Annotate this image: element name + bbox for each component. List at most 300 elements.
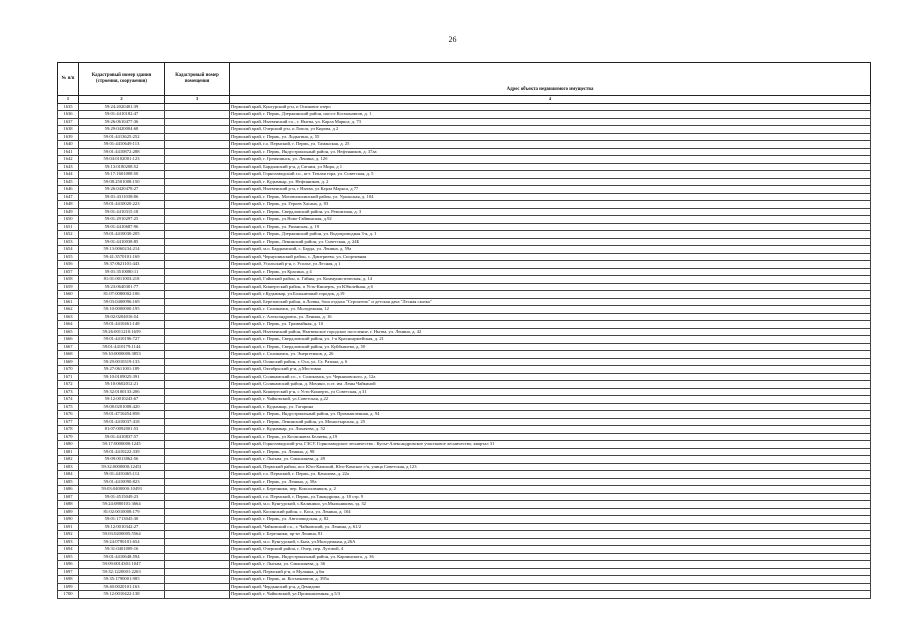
cadastral-number: 59:12:0010342:27	[79, 523, 165, 531]
row-number: 1678	[58, 426, 79, 434]
table-row	[58, 418, 871, 426]
address-cell: Пермский край, Соликамский г.о., г. Соликамск, ул. Черняховского, д. 12а	[230, 373, 871, 381]
cadastral-number: 59:24:0880101:3664	[79, 501, 165, 509]
room-cadastral-number	[165, 403, 230, 411]
row-number: 1696	[58, 561, 79, 569]
address-cell: Пермский край, Очерский р-н, п Лопоп, ул Кирова, д 2	[230, 126, 871, 134]
cadastral-number: 59:01:4410090:823	[79, 478, 165, 486]
address-cell: Пермский край, Березовский район, п.Лопвы, база отдыха "Строитель" и детская дача "Лесная сказка"	[230, 298, 871, 306]
address-cell: Пермский край, Бардымский р-н, д Сатаим, ул Мира, д 1	[230, 163, 871, 171]
row-number: 1648	[58, 201, 79, 209]
address-cell: Пермский край, г. Пермь, Ленинский район, ул. Советская, д. 24Б	[230, 238, 871, 246]
table-row	[58, 508, 871, 516]
cadastral-number: 59:10:0602012:21	[79, 381, 165, 389]
cadastral-number: 59:01:4410461:148	[79, 321, 165, 329]
room-cadastral-number	[165, 111, 230, 119]
address-cell: Пермский край, г. Пермь, ул. Рязанская, д. 19	[230, 223, 871, 231]
row-number: 1692	[58, 531, 79, 539]
address-cell: Пермский край, Осинский район, г. Оса, ул. Ст. Разина, д. 6	[230, 358, 871, 366]
address-cell: Пермский край, г. Пермь, Свердловский район, ул. Ремонтная, д. 3	[230, 208, 871, 216]
room-cadastral-number	[165, 426, 230, 434]
table-row	[58, 576, 871, 584]
header-address: Адрес объекта недвижимого имущества	[230, 63, 871, 96]
room-cadastral-number	[165, 133, 230, 141]
address-cell: Пермский край, г.о. Пермский, г. Пермь, ул. Качалова, д. 22а	[230, 471, 871, 479]
address-cell: Пермский край, г. Пермь, Дзержинский район, шоссе Космонавтов, д. 1	[230, 111, 871, 119]
row-number: 1637	[58, 118, 79, 126]
address-cell: Пермский край, Очерский район, г. Очер, пер. Луговой, 4	[230, 546, 871, 554]
room-cadastral-number	[165, 546, 230, 554]
cadastral-number: 81:07:0080002:106	[79, 291, 165, 299]
room-cadastral-number	[165, 523, 230, 531]
row-number: 1669	[58, 358, 79, 366]
table-row	[58, 343, 871, 351]
table-row	[58, 201, 871, 209]
room-cadastral-number	[165, 351, 230, 359]
table-row	[58, 163, 871, 171]
address-cell: Пермский край, Нытвенский г.о., г. Нытва, ул. Карла Маркса, д. 73	[230, 118, 871, 126]
table-row	[58, 411, 871, 419]
address-cell: Пермский край, г. Пермь, Дзержинский район, ул. Водопроводная 3-я, д. 1	[230, 231, 871, 239]
address-cell: Пермский край, г. Кудымкар, ул. Лихачева, д. 52	[230, 426, 871, 434]
room-cadastral-number	[165, 591, 230, 599]
row-number: 1658	[58, 276, 79, 284]
row-number: 1655	[58, 253, 79, 261]
room-cadastral-number	[165, 163, 230, 171]
room-cadastral-number	[165, 313, 230, 321]
cadastral-number: 59:01:2910297:25	[79, 216, 165, 224]
row-number: 1694	[58, 546, 79, 554]
room-cadastral-number	[165, 186, 230, 194]
row-number: 1650	[58, 216, 79, 224]
room-cadastral-number	[165, 418, 230, 426]
address-cell: Пермский край, м.о. Кунгурский, с.Бым, ул.Молодежная, д.26А	[230, 538, 871, 546]
cadastral-number: 59:40:0020101:163	[79, 583, 165, 591]
row-number: 1668	[58, 351, 79, 359]
cadastral-number: 59:02:0204016:54	[79, 313, 165, 321]
address-cell: Пермский край, г. Пермь, ул. Автозаводская, д. 82	[230, 516, 871, 524]
room-cadastral-number	[165, 223, 230, 231]
table-row	[58, 328, 871, 336]
table-row	[58, 118, 871, 126]
address-cell: Пермский край, г.о. Пермский, г. Пермь, ул. Таманская, д. 25	[230, 141, 871, 149]
address-cell: Пермский край, Кунгурский р-н, п Осиновое озеро	[230, 103, 871, 111]
table-row	[58, 396, 871, 404]
table-row	[58, 501, 871, 509]
cadastral-number: 59:27:0611001:189	[79, 366, 165, 374]
address-cell: Пермский край, г. Гремячинск, ул. Ленина, д. 12б	[230, 156, 871, 164]
room-cadastral-number	[165, 388, 230, 396]
table-row	[58, 568, 871, 576]
cadastral-number: 59:32:1220001:2263	[79, 568, 165, 576]
room-cadastral-number	[165, 486, 230, 494]
table-row	[58, 238, 871, 246]
table-row	[58, 291, 871, 299]
table-row	[58, 456, 871, 464]
address-cell: Пермский край, г. Пермь, ул. Ленина, д. 98	[230, 448, 871, 456]
row-number: 1667	[58, 343, 79, 351]
column-number-row	[58, 96, 871, 104]
address-cell: Пермский край, г. Пермь, Ленинский район, ул. Монастырская, д. 25	[230, 418, 871, 426]
address-cell: Пермский край, г. Пермь, ул Красина, д 4	[230, 268, 871, 276]
table-row	[58, 486, 871, 494]
row-number: 1635	[58, 103, 79, 111]
room-cadastral-number	[165, 508, 230, 516]
room-cadastral-number	[165, 126, 230, 134]
table-row	[58, 591, 871, 599]
table-row	[58, 298, 871, 306]
row-number: 1660	[58, 291, 79, 299]
row-number: 1672	[58, 381, 79, 389]
row-number: 1643	[58, 163, 79, 171]
cadastral-number: 59:17:0000000:1245	[79, 441, 165, 449]
cadastral-number: 59:35:1790001:985	[79, 576, 165, 584]
address-cell: Пермский край, Кишертский р-н, с Усть-Кишерть, ул Советская, д 31	[230, 388, 871, 396]
cadastral-number: 59:01:4413625:252	[79, 133, 165, 141]
table-row	[58, 283, 871, 291]
cadastral-number: 59:01:4311038:86	[79, 193, 165, 201]
cadastral-number: 81:02:0010008:179	[79, 508, 165, 516]
cadastral-number: 59:01:4410196:727	[79, 336, 165, 344]
room-cadastral-number	[165, 291, 230, 299]
room-cadastral-number	[165, 216, 230, 224]
page-number: 26	[448, 35, 457, 44]
row-number: 1666	[58, 336, 79, 344]
table-row	[58, 111, 871, 119]
address-cell: Пермский край, г. Пермь, ул. Ленина, д. 58а	[230, 478, 871, 486]
address-cell: Пермский край, г. Чайковский, ул.Промышленная, д.5/3	[230, 591, 871, 599]
cadastral-number: 59:04:0102001:123	[79, 156, 165, 164]
row-number: 1645	[58, 178, 79, 186]
cadastral-number: 59:32:0100133:206	[79, 388, 165, 396]
row-number: 1671	[58, 373, 79, 381]
row-number: 1661	[58, 298, 79, 306]
address-cell: Пермский край, Пермский р-н, п Мулянка, д 6м	[230, 568, 871, 576]
table-row	[58, 246, 871, 254]
address-cell: Пермский край, г. Александровск, ул. Ленина, д. 16	[230, 313, 871, 321]
table-row	[58, 523, 871, 531]
table-row	[58, 306, 871, 314]
room-cadastral-number	[165, 253, 230, 261]
room-cadastral-number	[165, 238, 230, 246]
table-row	[58, 261, 871, 269]
row-number: 1654	[58, 246, 79, 254]
header-num: № п/п	[58, 63, 79, 96]
room-cadastral-number	[165, 553, 230, 561]
room-cadastral-number	[165, 141, 230, 149]
row-number: 1663	[58, 313, 79, 321]
row-number: 1642	[58, 156, 79, 164]
cadastral-number: 59:31:0401009:16	[79, 546, 165, 554]
cadastral-number: 59:01:4515049:23	[79, 493, 165, 501]
row-number: 1682	[58, 456, 79, 464]
cadastral-number: 59:26:0420478:27	[79, 186, 165, 194]
row-number: 1684	[58, 471, 79, 479]
cadastral-number: 59:01:4410837:57	[79, 433, 165, 441]
row-number: 1647	[58, 193, 79, 201]
address-cell: Пермский край, г. Пермь, ул Космонавта Беляева, д.19	[230, 433, 871, 441]
cadastral-number: 59:10:0000000:195	[79, 306, 165, 314]
cadastral-number: 59:01:4410649:113	[79, 141, 165, 149]
cadastral-number: 59:01:4410020:223	[79, 201, 165, 209]
cadastral-number: 81:07:0092001:53	[79, 426, 165, 434]
row-number: 1679	[58, 433, 79, 441]
address-cell: Пермский край, г. Пермь, ул.Ново-Гайвинская, д.92	[230, 216, 871, 224]
address-cell: Пермский край, Усольский р-н, г. Усолье, ул Лесная, д 1	[230, 261, 871, 269]
address-cell: Пермский край, г. Соликамск, ул. Молодежная, 12	[230, 306, 871, 314]
table-row	[58, 478, 871, 486]
row-number: 1673	[58, 388, 79, 396]
table-row	[58, 388, 871, 396]
row-number: 1697	[58, 568, 79, 576]
row-number: 1675	[58, 403, 79, 411]
table-row	[58, 403, 871, 411]
address-cell: Пермский край, г. Пермь, ш. Космонавтов, д. 395а	[230, 576, 871, 584]
room-cadastral-number	[165, 276, 230, 284]
address-cell: Пермский край, г. Пермь, ул. Героев Хасана, д. 83	[230, 201, 871, 209]
room-cadastral-number	[165, 283, 230, 291]
row-number: 1646	[58, 186, 79, 194]
room-cadastral-number	[165, 178, 230, 186]
cadastral-number: 59:01:4410038:85	[79, 238, 165, 246]
table-row	[58, 178, 871, 186]
cadastral-number: 59:23:0640301:77	[79, 283, 165, 291]
address-cell: Пермский край, г. Пермь, ул. Трамвайная, д. 10	[230, 321, 871, 329]
room-cadastral-number	[165, 463, 230, 471]
row-number: 1681	[58, 448, 79, 456]
room-cadastral-number	[165, 396, 230, 404]
cadastral-number: 59:01:4410465:112	[79, 471, 165, 479]
property-table	[57, 62, 871, 599]
table-row	[58, 441, 871, 449]
room-cadastral-number	[165, 193, 230, 201]
table-row	[58, 193, 871, 201]
row-number: 1656	[58, 261, 79, 269]
row-number: 1636	[58, 111, 79, 119]
room-cadastral-number	[165, 516, 230, 524]
address-cell: Пермский край, г. Пермь, Индустриальный район, ул. Нефтяников, д. 37аа	[230, 148, 871, 156]
cadastral-number: 59:29:0420004:68	[79, 126, 165, 134]
room-cadastral-number	[165, 268, 230, 276]
address-cell: Пермский край, г. Соликамск, ул. Энергетиков, д. 26	[230, 351, 871, 359]
cadastral-number: 59:01:4410687:96	[79, 223, 165, 231]
cadastral-number: 59:01:4410872:288	[79, 148, 165, 156]
cadastral-number: 59:12:0010243:67	[79, 396, 165, 404]
room-cadastral-number	[165, 156, 230, 164]
header-cad-building: Кадастровый номер здания (строения, сооружения)	[79, 63, 165, 96]
room-cadastral-number	[165, 366, 230, 374]
cadastral-number: 59:37:0621101:443	[79, 261, 165, 269]
row-number: 1676	[58, 411, 79, 419]
table-body	[58, 103, 871, 598]
row-number: 1686	[58, 486, 79, 494]
table-row	[58, 538, 871, 546]
cadastral-number: 59:24:2020401:39	[79, 103, 165, 111]
row-number: 1685	[58, 478, 79, 486]
row-number: 1659	[58, 283, 79, 291]
cadastral-number: 59:01:4710454:858	[79, 411, 165, 419]
row-number: 1699	[58, 583, 79, 591]
table-row	[58, 336, 871, 344]
table-row	[58, 448, 871, 456]
address-cell: Пермский край, г. Кудымкар, ул. Нефтяников, д. 2	[230, 178, 871, 186]
cadastral-number: 59:08:0201008:420	[79, 403, 165, 411]
cadastral-number: 59:01:4410179:1144	[79, 343, 165, 351]
table-row	[58, 208, 871, 216]
table-row	[58, 553, 871, 561]
address-cell: Пермский край, г. Пермь, Индустриальный район, ул. Карпинского, д. 36	[230, 553, 871, 561]
room-cadastral-number	[165, 343, 230, 351]
table-row	[58, 148, 871, 156]
cadastral-number: 59:41:3570101:169	[79, 253, 165, 261]
row-number: 1695	[58, 553, 79, 561]
room-cadastral-number	[165, 456, 230, 464]
row-number: 1665	[58, 328, 79, 336]
room-cadastral-number	[165, 531, 230, 539]
room-cadastral-number	[165, 373, 230, 381]
cadastral-number: 59:32:0000000:12451	[79, 463, 165, 471]
row-number: 1687	[58, 493, 79, 501]
table-row	[58, 433, 871, 441]
address-cell: Пермский край, г.о. Пермский, г. Пермь, ул.Танкодрома, д. 18 стр. 9	[230, 493, 871, 501]
table-row	[58, 463, 871, 471]
address-cell: Пермский край, Чердынский р-н, д Демидово	[230, 583, 871, 591]
row-number: 1649	[58, 208, 79, 216]
address-cell: Пермский край, Пермский район, пос Юго-Камский, Юго-Камское г/п, улица Советская, д 123	[230, 463, 871, 471]
cadastral-number: 59:03:0400096:169	[79, 298, 165, 306]
table-row	[58, 531, 871, 539]
address-cell: Пермский край, г. Пермь, Мотовилихинский район, ул. Уральская, д. 104	[230, 193, 871, 201]
table-row	[58, 366, 871, 374]
room-cadastral-number	[165, 358, 230, 366]
table-row	[58, 546, 871, 554]
address-cell: Пермский край, г. Пермь, Свердловский район, ул. Куйбышева, д. 50	[230, 343, 871, 351]
table-row	[58, 516, 871, 524]
room-cadastral-number	[165, 471, 230, 479]
room-cadastral-number	[165, 561, 230, 569]
cadastral-number: 59:13:0060234:214	[79, 246, 165, 254]
address-cell: Пермский край, г.Кудымкар, ул.Больничный городок, д.19	[230, 291, 871, 299]
row-number: 1653	[58, 238, 79, 246]
room-cadastral-number	[165, 411, 230, 419]
row-number: 1644	[58, 171, 79, 179]
cadastral-number: 59:09:0014301:1047	[79, 561, 165, 569]
row-number: 1639	[58, 133, 79, 141]
address-cell: Пермский край, г. Лысьва, ул. Смышляева, д. 49	[230, 456, 871, 464]
cadastral-number: 81:01:0011003:218	[79, 276, 165, 284]
row-number: 1700	[58, 591, 79, 599]
address-cell: Пермский край, г. Березники, пр-кт Ленина, 81	[230, 531, 871, 539]
row-number: 1677	[58, 418, 79, 426]
room-cadastral-number	[165, 493, 230, 501]
cadastral-number: 59:03:0400000:10493	[79, 486, 165, 494]
row-number: 1640	[58, 141, 79, 149]
row-number: 1689	[58, 508, 79, 516]
address-cell: Пермский край, г. Кудымкар, ул. Гагарина	[230, 403, 871, 411]
room-cadastral-number	[165, 148, 230, 156]
address-cell: Пермский край, г. Пермь, ул. Лодыгина, д. 55	[230, 133, 871, 141]
cadastral-number: 59:29:0010319:133	[79, 358, 165, 366]
room-cadastral-number	[165, 336, 230, 344]
cadastral-number: 59:09:0013862:56	[79, 456, 165, 464]
table-row	[58, 141, 871, 149]
column-number: 2	[79, 96, 165, 104]
table-row	[58, 471, 871, 479]
address-cell: Пермский край, Октябрьский р-н, д.Мостовая	[230, 366, 871, 374]
table-row	[58, 253, 871, 261]
cadastral-number: 59:08:2501008:150	[79, 178, 165, 186]
room-cadastral-number	[165, 381, 230, 389]
address-cell: Пермский край, Гайнский район, п. Гайны, ул. Коммунистическая, д. 14	[230, 276, 871, 284]
row-number: 1657	[58, 268, 79, 276]
table-row	[58, 426, 871, 434]
table-row	[58, 313, 871, 321]
cadastral-number: 59:10:0109025:391	[79, 373, 165, 381]
room-cadastral-number	[165, 478, 230, 486]
room-cadastral-number	[165, 328, 230, 336]
table-row	[58, 126, 871, 134]
room-cadastral-number	[165, 103, 230, 111]
cadastral-number: 59:01:4410182:47	[79, 111, 165, 119]
row-number: 1698	[58, 576, 79, 584]
table-header-row	[58, 63, 871, 96]
room-cadastral-number	[165, 501, 230, 509]
cadastral-number: 59:26:0011210:1659	[79, 328, 165, 336]
table-row	[58, 561, 871, 569]
address-cell: Пермский край, Соликамский район, д. Мочино, п.ст. им. Лены Чайкиной	[230, 381, 871, 389]
row-number: 1674	[58, 396, 79, 404]
row-number: 1680	[58, 441, 79, 449]
table-row	[58, 381, 871, 389]
address-cell: Пермский край, Чернушинский район, с. Дмитриево, ул. Спортивная	[230, 253, 871, 261]
room-cadastral-number	[165, 231, 230, 239]
table-row	[58, 583, 871, 591]
room-cadastral-number	[165, 171, 230, 179]
room-cadastral-number	[165, 118, 230, 126]
room-cadastral-number	[165, 321, 230, 329]
table-row	[58, 351, 871, 359]
table-row	[58, 373, 871, 381]
address-cell: Пермский край, Нытвенский р-н, г Нытва, ул Карла Маркса, д 77	[230, 186, 871, 194]
row-number: 1664	[58, 321, 79, 329]
row-number: 1670	[58, 366, 79, 374]
address-cell: Пермский край, Косинский район, с. Коса, ул. Ленина, д. 104	[230, 508, 871, 516]
room-cadastral-number	[165, 306, 230, 314]
column-number: 3	[165, 96, 230, 104]
cadastral-number: 59:01:4410315:18	[79, 208, 165, 216]
row-number: 1641	[58, 148, 79, 156]
address-cell: Пермский край, г. Чайковский, ул.Советская, д.22	[230, 396, 871, 404]
room-cadastral-number	[165, 433, 230, 441]
cadastral-number: 59:13:0180208:52	[79, 163, 165, 171]
table-row	[58, 156, 871, 164]
column-number: 4	[230, 96, 871, 104]
cadastral-number: 59:17:1601008:50	[79, 171, 165, 179]
row-number: 1690	[58, 516, 79, 524]
address-cell: Пермский край, г. Пермь, Индустриальный район, ул. Промышленная, д. 94	[230, 411, 871, 419]
address-cell: Пермский край, г. Березники, пер. Коксохимиков, д. 2	[230, 486, 871, 494]
room-cadastral-number	[165, 441, 230, 449]
room-cadastral-number	[165, 298, 230, 306]
cadastral-number: 59:01:4410037:418	[79, 418, 165, 426]
row-number: 1691	[58, 523, 79, 531]
table-row	[58, 321, 871, 329]
table-row	[58, 493, 871, 501]
table-row	[58, 358, 871, 366]
room-cadastral-number	[165, 568, 230, 576]
row-number: 1683	[58, 463, 79, 471]
cadastral-number: 59:12:0010422:138	[79, 591, 165, 599]
